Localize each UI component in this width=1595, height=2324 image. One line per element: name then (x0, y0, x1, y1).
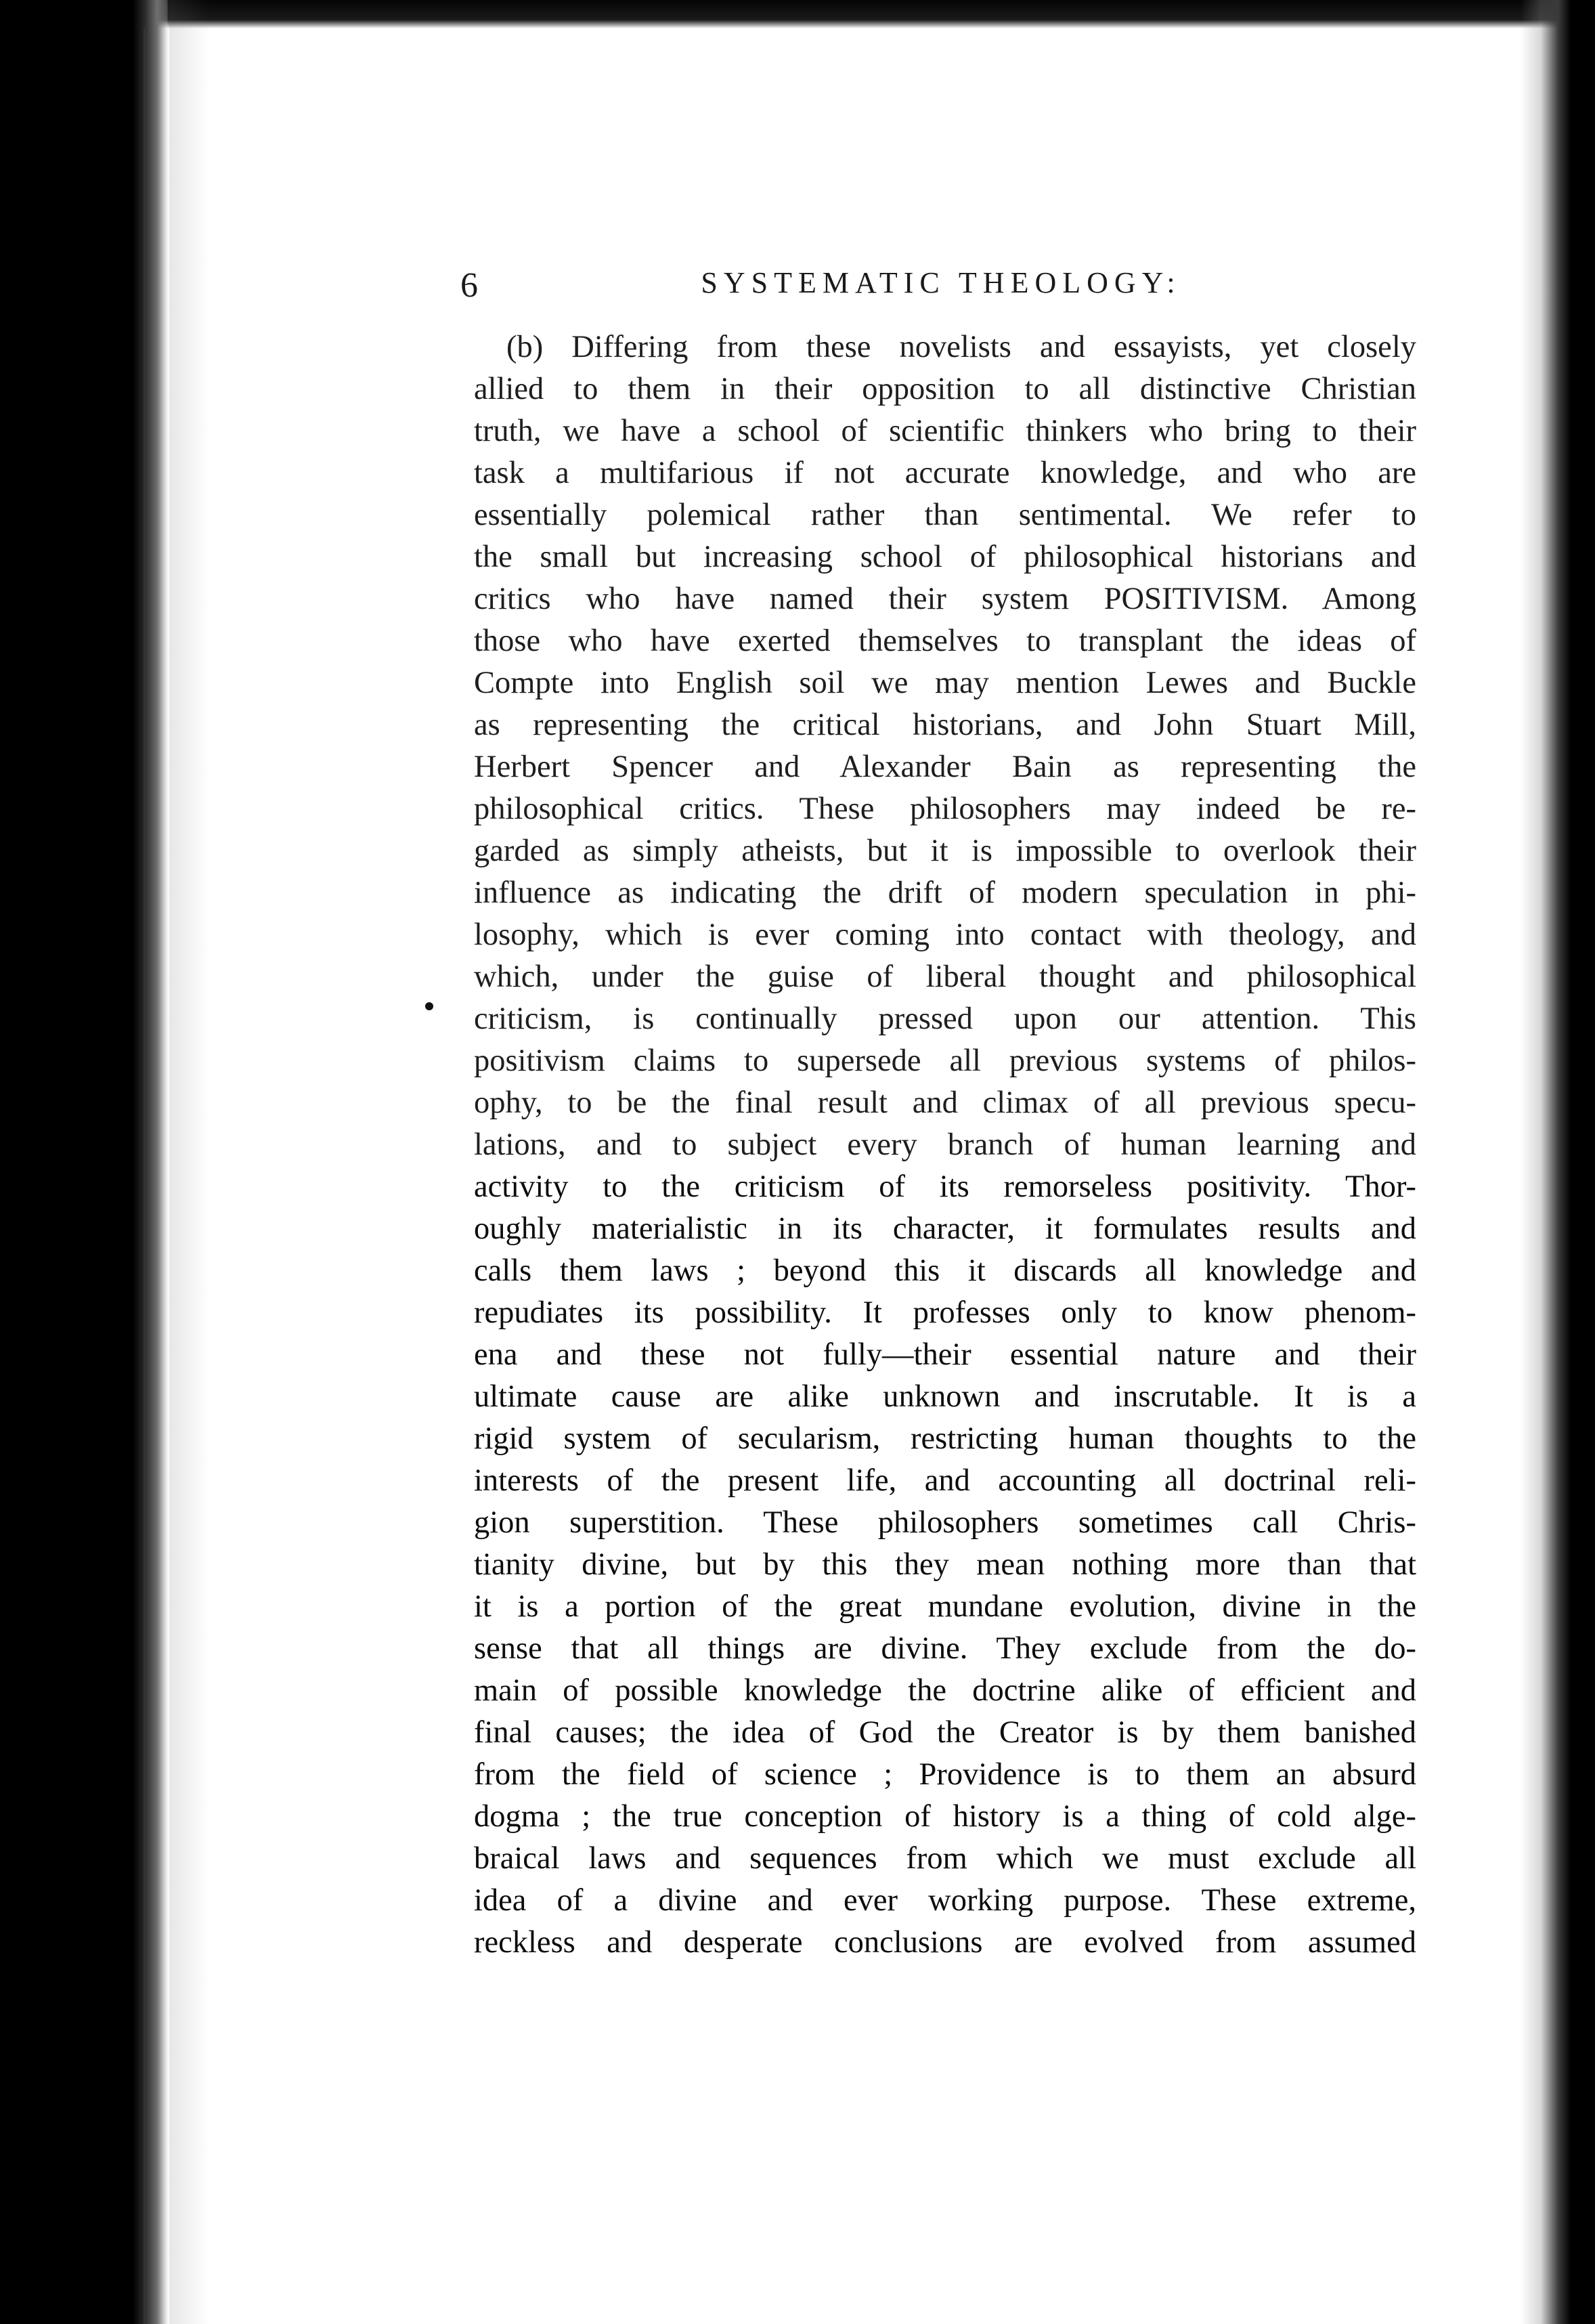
page-number: 6 (460, 266, 478, 305)
page-header (460, 265, 1422, 313)
text-line: the small but increasing school of philosophical historians and (474, 540, 1416, 574)
text-line: repudiates its possibility. It professes only to know phenom- (474, 1295, 1416, 1330)
text-line: it is a portion of the great mundane evolution, divine in the (474, 1589, 1416, 1624)
text-line: ena and these not fully—their essential nature and their (474, 1337, 1416, 1372)
text-line: braical laws and sequences from which we must exclude all (474, 1841, 1416, 1876)
text-line: gion superstition. These philosophers sometimes call Chris- (474, 1505, 1416, 1540)
text-line: ophy, to be the final result and climax of all previous specu- (474, 1085, 1416, 1120)
text-line: tianity divine, but by this they mean nothing more than that (474, 1547, 1416, 1582)
text-line: losophy, which is ever coming into contact with theology, and (474, 918, 1416, 952)
text-line: Compte into English soil we may mention Lewes and Buckle (474, 666, 1416, 700)
text-line: oughly materialistic in its character, it formulates results and (474, 1211, 1416, 1246)
text-line: as representing the critical historians, and John Stuart Mill, (474, 708, 1416, 742)
text-line: philosophical critics. These philosophers may indeed be re- (474, 792, 1416, 826)
text-line: interests of the present life, and accounting all doctrinal reli- (474, 1463, 1416, 1498)
text-line: dogma ; the true conception of history is a thing of cold alge- (474, 1799, 1416, 1834)
text-line: those who have exerted themselves to transplant the ideas of (474, 624, 1416, 658)
text-line: rigid system of secularism, restricting human thoughts to the (474, 1421, 1416, 1456)
text-line: criticism, is continually pressed upon our attention. This (474, 1002, 1416, 1036)
text-line: allied to them in their opposition to all distinctive Christian (474, 372, 1416, 406)
scan-border-right (1521, 0, 1595, 2324)
text-line: activity to the criticism of its remorseless positivity. Thor- (474, 1169, 1416, 1204)
text-line: sense that all things are divine. They exclude from the do- (474, 1631, 1416, 1666)
text-line: calls them laws ; beyond this it discards all knowledge and (474, 1253, 1416, 1288)
text-line: final causes; the idea of God the Creator is by them banished (474, 1715, 1416, 1750)
text-line: reckless and desperate conclusions are evolved from assumed (474, 1925, 1416, 1960)
text-line: main of possible knowledge the doctrine alike of efficient and (474, 1673, 1416, 1708)
body-text (474, 326, 1416, 1964)
text-line: Herbert Spencer and Alexander Bain as representing the (474, 750, 1416, 784)
text-line: critics who have named their system POSITIVISM. Among (474, 582, 1416, 616)
text-line: essentially polemical rather than sentimental. We refer to (474, 498, 1416, 532)
ink-speck (425, 1002, 433, 1010)
text-line: ultimate cause are alike unknown and inscrutable. It is a (474, 1379, 1416, 1414)
text-line: (b) Differing from these novelists and essayists, yet closely (506, 330, 1416, 364)
scan-border-top (0, 0, 1595, 28)
text-line: positivism claims to supersede all previous systems of philos- (474, 1043, 1416, 1078)
text-line: garded as simply atheists, but it is impossible to overlook their (474, 834, 1416, 868)
running-head: SYSTEMATIC THEOLOGY: (701, 266, 1181, 299)
text-line: task a multifarious if not accurate knowledge, and who are (474, 456, 1416, 490)
text-line: truth, we have a school of scientific thinkers who bring to their (474, 414, 1416, 448)
page-fold-line (144, 27, 186, 2324)
text-line: which, under the guise of liberal thought and philosophical (474, 960, 1416, 994)
text-line: idea of a divine and ever working purpose. These extreme, (474, 1883, 1416, 1918)
text-line: lations, and to subject every branch of human learning and (474, 1127, 1416, 1162)
text-line: from the field of science ; Providence is to them an absurd (474, 1757, 1416, 1792)
text-line: influence as indicating the drift of modern speculation in phi- (474, 876, 1416, 910)
